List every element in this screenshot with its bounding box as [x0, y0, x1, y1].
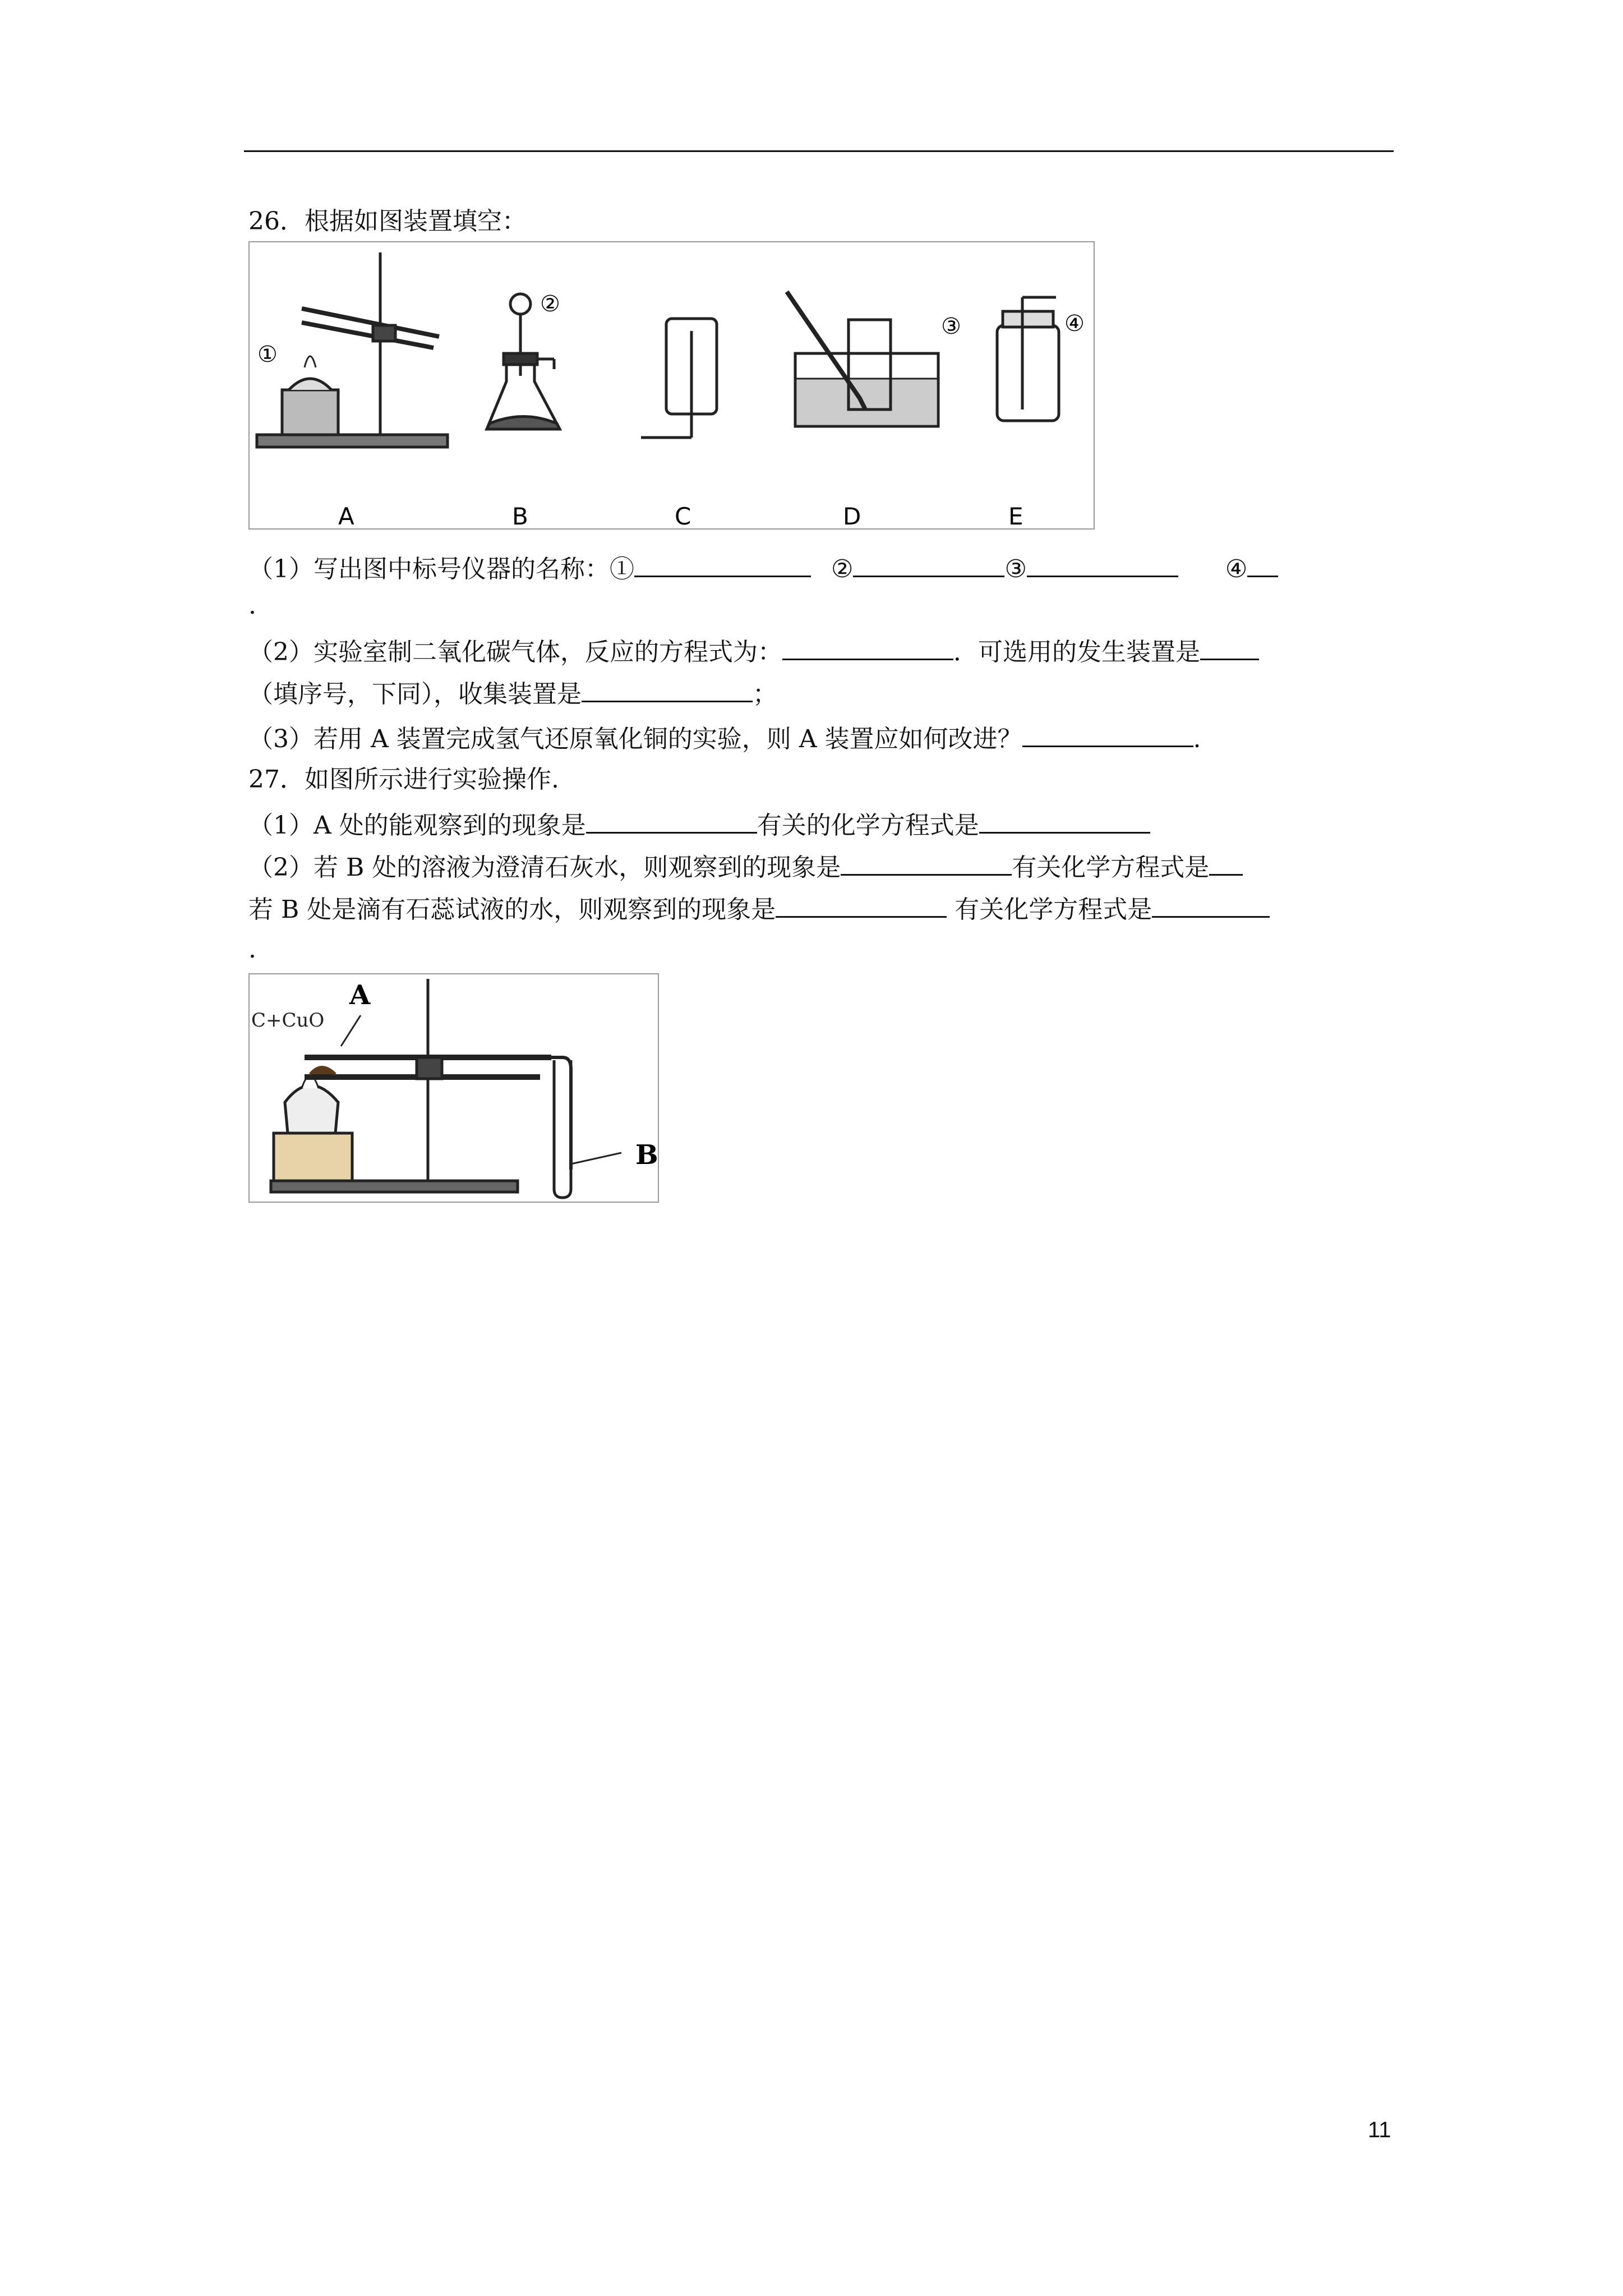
figure-frame	[249, 242, 1094, 529]
q26-apparatus-figure	[248, 241, 1095, 530]
answer-blank-9[interactable]	[586, 806, 757, 834]
answer-blank-5[interactable]	[782, 633, 953, 660]
q26-marker-1: ①	[257, 342, 278, 367]
q26-figure-label-d: D	[843, 503, 861, 530]
q26-part1-end: .	[248, 591, 256, 620]
answer-blank-13[interactable]	[776, 890, 947, 918]
q26-part1-label: （1）写出图中标号仪器的名称：	[248, 555, 610, 583]
q27-part2	[248, 848, 1243, 885]
q26-part3	[248, 720, 1201, 756]
header-rule	[244, 150, 1394, 152]
answer-blank-4[interactable]	[1247, 550, 1278, 577]
q27-p2-d: 有关化学方程式是	[947, 895, 1152, 924]
answer-blank-1[interactable]	[634, 550, 811, 577]
page-number: 11	[1368, 2118, 1391, 2142]
q26-p1-m1: ①	[610, 555, 634, 583]
q26-part1	[248, 550, 1278, 586]
answer-blank-3[interactable]	[1027, 550, 1178, 577]
q26-figure-label-b: B	[512, 503, 528, 530]
q26-figure-label-a: A	[338, 503, 354, 530]
q26-marker-3: ③	[941, 314, 961, 339]
q27-label-a: A	[349, 979, 371, 1011]
q26-p2-a: （2）实验室制二氧化碳气体，反应的方程式为：	[248, 638, 782, 666]
q26-p2-c: （填序号，下同），收集装置是	[248, 680, 582, 708]
q26-p3-a: （3）若用 A 装置完成氢气还原氧化铜的实验，则 A 装置应如何改进？	[248, 725, 1022, 753]
q26-p3-b: .	[1193, 725, 1201, 753]
q27-p2-a: （2）若 B 处的溶液为澄清石灰水，则观察到的现象是	[248, 853, 841, 882]
q26-part2	[248, 633, 1259, 669]
q27-part2-end: .	[248, 935, 256, 964]
q26-figure-label-e: E	[1008, 503, 1023, 530]
q26-title: 26．根据如图装置填空：	[248, 207, 527, 236]
q27-part1	[248, 806, 1150, 843]
q26-p2-d: ；	[753, 680, 777, 708]
q26-figure-label-c: C	[675, 503, 691, 530]
q27-p1-b: 有关的化学方程式是	[757, 811, 979, 840]
answer-blank-14[interactable]	[1152, 890, 1270, 918]
answer-blank-8[interactable]	[1022, 720, 1193, 747]
q26-p1-m3: ③	[1004, 555, 1027, 583]
answer-blank-10[interactable]	[979, 806, 1150, 834]
q26-p2-b: ．可选用的发生装置是	[953, 638, 1200, 666]
q26-marker-4: ④	[1064, 311, 1085, 337]
q27-p2-c: 若 B 处是滴有石蕊试液的水，则观察到的现象是	[248, 895, 776, 924]
q27-title: 27．如图所示进行实验操作.	[248, 765, 559, 794]
answer-blank-11[interactable]	[841, 848, 1012, 876]
q26-marker-2: ②	[540, 291, 560, 317]
q26-part2-cont	[248, 675, 777, 711]
q27-label-b: B	[635, 1139, 658, 1171]
answer-blank-12[interactable]	[1209, 848, 1243, 876]
answer-blank-7[interactable]	[582, 675, 753, 702]
q27-p1-a: （1）A 处的能观察到的现象是	[248, 811, 586, 840]
q27-reagent-label: C+CuO	[251, 1009, 325, 1032]
answer-blank-2[interactable]	[853, 550, 1004, 577]
q27-p2-b: 有关化学方程式是	[1012, 853, 1210, 882]
q26-p1-m4: ④	[1225, 555, 1248, 583]
answer-blank-6[interactable]	[1200, 633, 1259, 660]
q27-part2-cont	[248, 890, 1270, 927]
q26-p1-m2: ②	[831, 555, 854, 583]
q27-apparatus-figure	[248, 973, 660, 1203]
